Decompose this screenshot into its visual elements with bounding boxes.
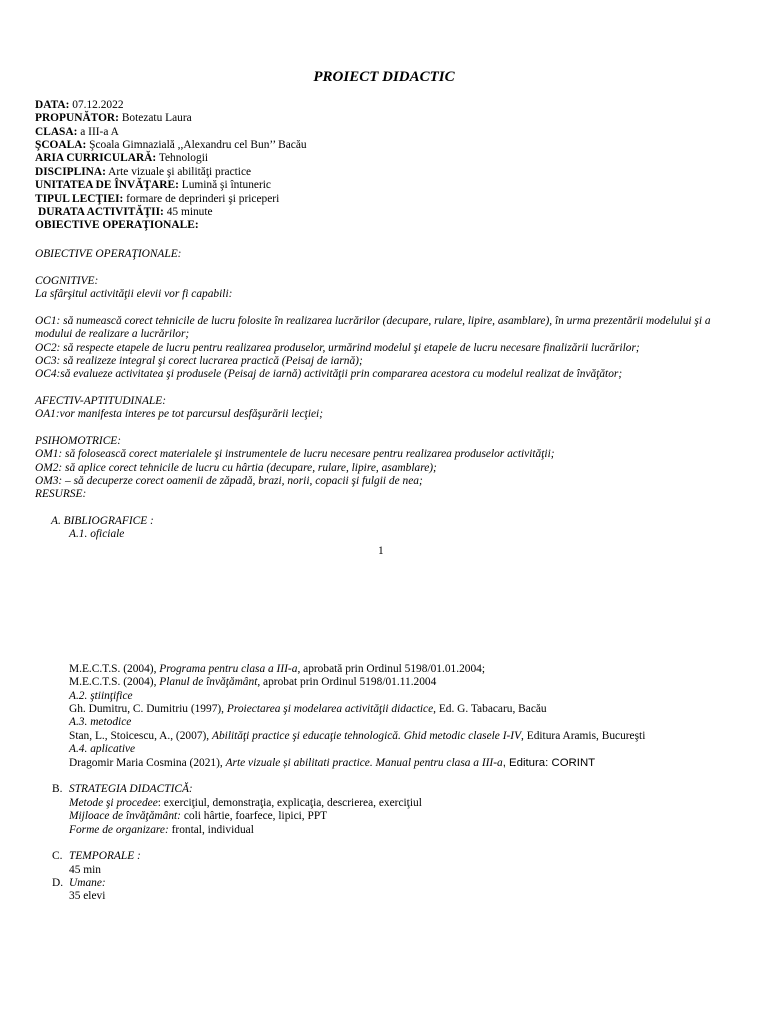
temporal-value: 45 min (69, 864, 101, 876)
header-curricular-area (35, 152, 208, 165)
strategy-value: frontal, individual (168, 824, 254, 836)
ref-author: M.E.C.T.S. (2004), (69, 663, 160, 675)
ref-title: Proiectarea şi modelarea activităţii didactice (226, 703, 434, 715)
human-value: 35 elevi (69, 890, 106, 902)
reference-item (69, 663, 485, 676)
strategy-label: Mijloace de învăţământ: (69, 810, 181, 822)
ref-author: Gh. Dumitru, C. Dumitriu (1997), (69, 703, 227, 715)
resources-heading: RESURSE: (35, 488, 87, 500)
header-value: Botezatu Laura (121, 112, 192, 124)
header-label: TIPUL LECŢIEI: (35, 193, 124, 205)
section-c-marker: C. (52, 850, 63, 862)
applied-sources-heading: A.4. aplicative (69, 743, 136, 755)
ref-details: , aprobat prin Ordinul 5198/01.11.2004 (257, 676, 437, 688)
reference-item (69, 703, 547, 716)
header-value: 07.12.2022 (72, 99, 124, 111)
objective-oc1-cont: modului de realizare a lucrărilor; (35, 328, 190, 340)
reference-item (69, 730, 645, 743)
header-value: 45 minute (166, 206, 213, 218)
ref-author: M.E.C.T.S. (2004), (69, 676, 160, 688)
header-discipline (35, 166, 251, 179)
scientific-sources-heading: A.2. ştiinţifice (69, 690, 133, 702)
header-label: DURATA ACTIVITĂŢII: (38, 206, 164, 218)
page-title: PROIECT DIDACTIC (313, 69, 455, 85)
header-author (35, 112, 192, 125)
header-value: Tehnologii (158, 152, 209, 164)
strategy-forms (69, 824, 254, 837)
header-objectives (35, 219, 199, 232)
header-class (35, 126, 119, 139)
ref-details: , Editura Aramis, Bucureşti (521, 730, 646, 742)
header-school (35, 139, 307, 152)
ref-title: Arte vizuale și abilitati practice. Manual pentru clasa a III-a (225, 757, 503, 769)
objective-om2: OM2: să aplice corect tehnicile de lucru cu hârtia (decupare, rulare, lipire, asamblare); (35, 462, 437, 474)
ref-title: Planul de învăţământ (159, 676, 258, 688)
header-value: formare de deprinderi şi priceperi (126, 193, 280, 205)
strategy-value: coli hârtie, foarfece, lipici, PPT (180, 810, 328, 822)
ref-author: Dragomir Maria Cosmina (2021), (69, 757, 226, 769)
bibliography-heading: A. BIBLIOGRAFICE : (51, 515, 154, 527)
strategy-methods (69, 797, 422, 810)
header-label: DATA: (35, 99, 70, 111)
header-duration (38, 206, 213, 219)
strategy-heading: STRATEGIA DIDACTICĂ: (69, 783, 193, 795)
header-date (35, 99, 124, 112)
header-value: Arte vizuale şi abilităţi practice (108, 166, 252, 178)
reference-item (69, 676, 436, 689)
reference-item (69, 757, 595, 770)
header-label: ARIA CURRICULARĂ: (35, 152, 157, 164)
header-label: CLASA: (35, 126, 78, 138)
ref-details: , Editura: CORINT (502, 757, 596, 769)
ref-title: Abilităţi practice şi educaţie tehnologică. Ghid metodic clasele I-IV (212, 730, 522, 742)
header-value: a III-a A (80, 126, 119, 138)
header-label: ŞCOALA: (35, 139, 87, 151)
header-value: Şcoala Gimnazială ,,Alexandru cel Bun’’ Bacău (89, 139, 307, 151)
header-label: DISCIPLINA: (35, 166, 106, 178)
strategy-label: Forme de organizare: (69, 824, 169, 836)
objective-oc3: OC3: să realizeze integral şi corect lucrarea practică (Peisaj de iarnă); (35, 355, 363, 367)
header-label: UNITATEA DE ÎNVĂŢARE: (35, 179, 179, 191)
objective-om1: OM1: să folosească corect materialele şi instrumentele de lucru necesare pentru realizarea produselor activităţii; (35, 448, 555, 460)
header-label: OBIECTIVE OPERAŢIONALE: (35, 219, 199, 231)
objective-oc4: OC4:să evalueze activitatea şi produsele (Peisaj de iarnă) activităţii prin compararea acestora cu modelul realizat de învăţător; (35, 368, 623, 380)
section-d-marker: D. (52, 877, 64, 889)
header-label: PROPUNĂTOR: (35, 112, 119, 124)
objective-om3: OM3: – să decuperze corect oamenii de zăpadă, brazi, norii, copacii şi fulgii de nea; (35, 475, 423, 487)
objective-oc1: OC1: să numească corect tehnicile de lucru folosite în realizarea lucrărilor (decupare, rulare, lipire, asamblare), în urma prezentării modelului şi a (35, 315, 711, 327)
ref-details: , Ed. G. Tabacaru, Bacău (433, 703, 547, 715)
header-value: Lumină şi întuneric (181, 179, 271, 191)
ref-title: Programa pentru clasa a III-a (159, 663, 298, 675)
temporal-heading: TEMPORALE : (69, 850, 141, 862)
affective-heading: AFECTIV-APTITUDINALE: (35, 395, 166, 407)
strategy-label: Metode şi procedee (69, 797, 158, 809)
official-sources-heading: A.1. oficiale (69, 528, 125, 540)
methodical-sources-heading: A.3. metodice (69, 716, 132, 728)
cognitive-heading: COGNITIVE: (35, 275, 99, 287)
ref-details: , aprobată prin Ordinul 5198/01.01.2004; (297, 663, 486, 675)
page-number: 1 (378, 545, 384, 557)
objective-oa1: OA1:vor manifesta interes pe tot parcursul desfăşurării lecţiei; (35, 408, 323, 420)
header-lesson-type (35, 193, 279, 206)
human-heading: Umane: (69, 877, 106, 889)
objective-oc2: OC2: să respecte etapele de lucru pentru realizarea produselor, urmărind modelul şi etapele de lucru necesare finalizării lucrărilor; (35, 342, 640, 354)
objectives-heading: OBIECTIVE OPERAŢIONALE: (35, 248, 182, 260)
header-unit (35, 179, 271, 192)
ref-author: Stan, L., Stoicescu, A., (2007), (69, 730, 212, 742)
strategy-means (69, 810, 327, 823)
section-b-marker: B. (52, 783, 63, 795)
strategy-value: : exerciţiul, demonstraţia, explicaţia, descrierea, exerciţiul (157, 797, 422, 809)
cognitive-intro: La sfârşitul activităţii elevii vor fi capabili: (35, 288, 233, 300)
psychomotor-heading: PSIHOMOTRICE: (35, 435, 122, 447)
